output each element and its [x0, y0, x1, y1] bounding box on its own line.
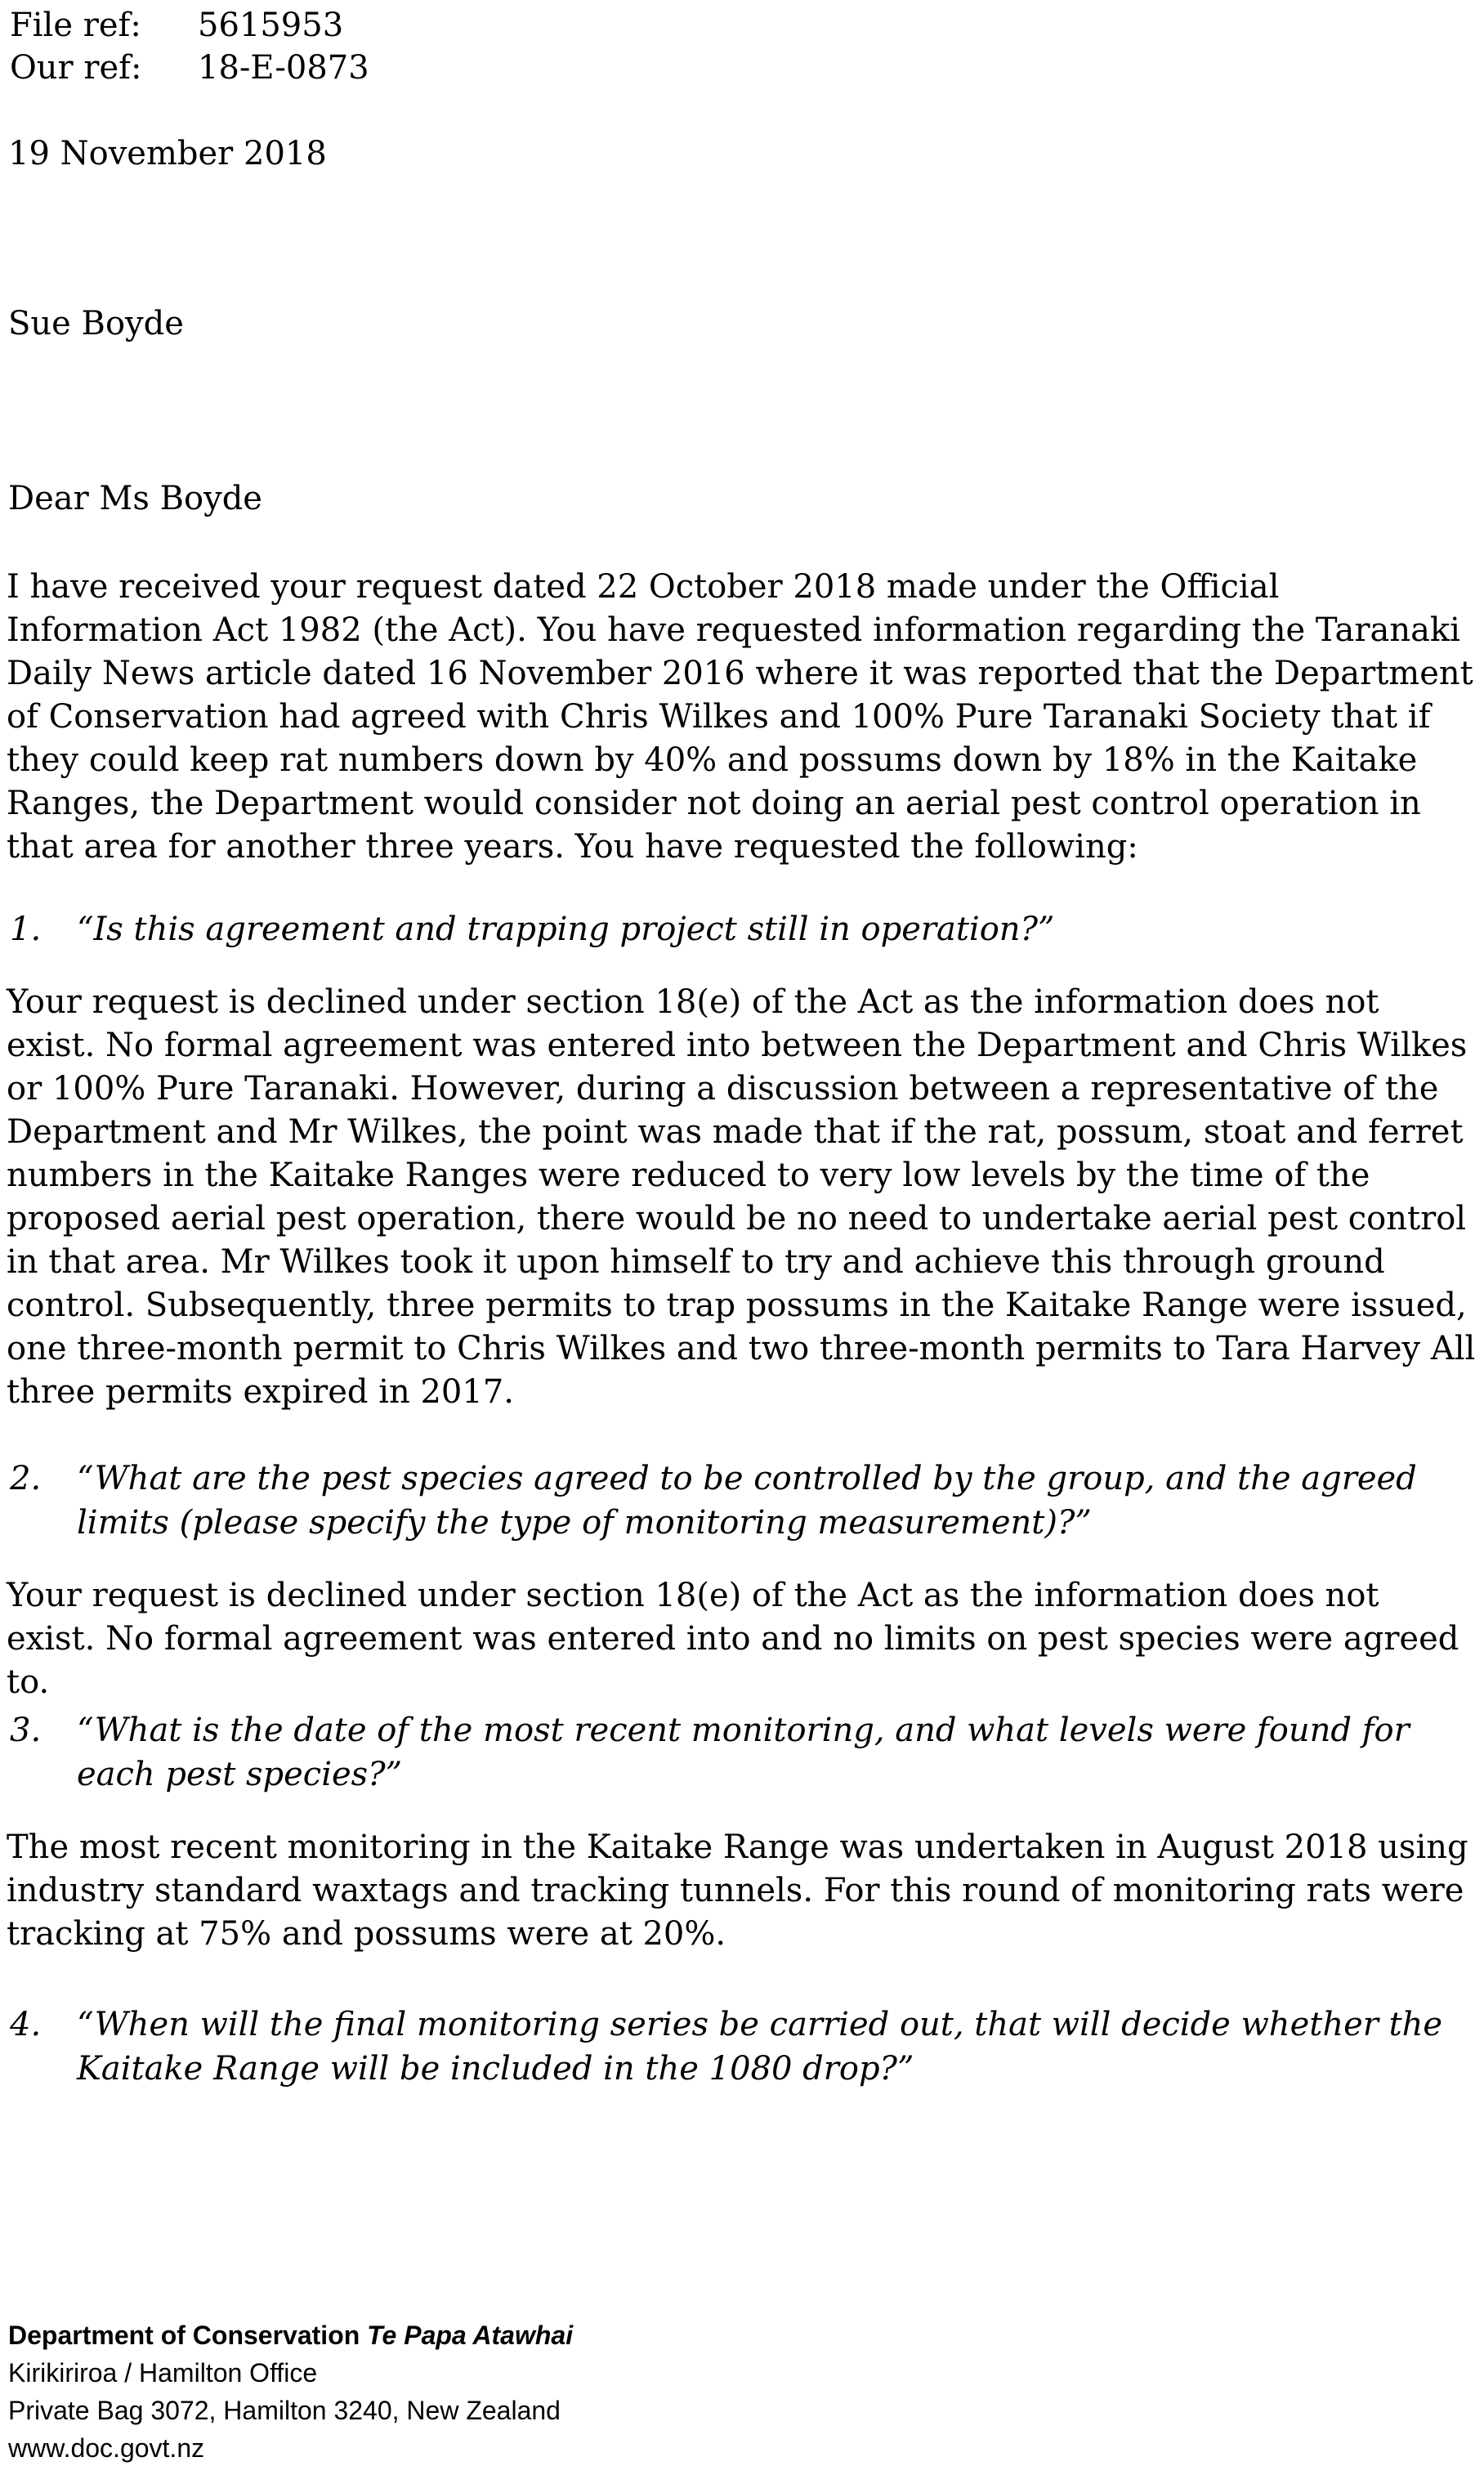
answer-3: The most recent monitoring in the Kaitake Range was undertaken in August 2018 using industry standard waxtags and tracking tunnels. For this round of monitoring rats were tracking at 75% and possums were at 20%.	[7, 1828, 1468, 1953]
question-1-number: 1.	[10, 911, 42, 948]
question-1	[10, 907, 1482, 951]
letter-date: 19 November 2018	[8, 135, 327, 172]
file-ref-value: 5615953	[198, 7, 344, 44]
question-4	[10, 2003, 1482, 2091]
footer-website: www.doc.govt.nz	[8, 2433, 205, 2463]
recipient-name: Sue Boyde	[8, 305, 184, 342]
footer-org-maori: Te Papa Atawhai	[367, 2321, 574, 2350]
intro-paragraph: I have received your request dated 22 October 2018 made under the Official Information Act 1982 (the Act). You have requested information regarding the Taranaki Daily News article dated 16 November 2016 where it was reported that the Department of Conservation had agreed with Chris Wilkes and 100% Pure Taranaki Society that if they could keep rat numbers down by 40% and possums down by 18% in the Kaitake Ranges, the Department would consider not doing an aerial pest control operation in that area for another three years. You have requested the following:	[7, 568, 1473, 866]
our-ref-row	[10, 47, 369, 88]
footer-office: Kirikiriroa / Hamilton Office	[8, 2358, 318, 2388]
footer-org-line	[8, 2316, 573, 2354]
question-2-number: 2.	[10, 1460, 42, 1497]
our-ref-value: 18-E-0873	[198, 49, 369, 87]
file-ref-row	[10, 5, 343, 46]
question-3	[10, 1708, 1482, 1797]
footer-address: Private Bag 3072, Hamilton 3240, New Zealand	[8, 2396, 561, 2425]
answer-2: Your request is declined under section 18(e) of the Act as the information does not exist. No formal agreement was entered into and no limits on pest species were agreed to.	[7, 1577, 1459, 1701]
footer-org: Department of Conservation	[8, 2321, 360, 2350]
question-4-number: 4.	[10, 2006, 42, 2043]
file-ref-label: File ref:	[10, 7, 141, 44]
question-2-text: “What are the pest species agreed to be controlled by the group, and the agreed limits (please specify the type of monitoring measurement)?”	[77, 1460, 1417, 1542]
question-3-text: “What is the date of the most recent monitoring, and what levels were found for each pest species?”	[77, 1712, 1410, 1793]
our-ref-label: Our ref:	[10, 49, 142, 87]
question-1-text: “Is this agreement and trapping project still in operation?”	[77, 911, 1055, 948]
question-2	[10, 1457, 1482, 1545]
salutation: Dear Ms Boyde	[8, 480, 262, 517]
question-4-text: “When will the final monitoring series be carried out, that will decide whether the Kaitake Range will be included in the 1080 drop?”	[77, 2006, 1443, 2088]
answer-1: Your request is declined under section 18(e) of the Act as the information does not exist. No formal agreement was entered into between the Department and Chris Wilkes or 100% Pure Taranaki. However, during a discussion between a representative of the Department and Mr Wilkes, the point was made that if the rat, possum, stoat and ferret numbers in the Kaitake Ranges were reduced to very low levels by the time of the proposed aerial pest operation, there would be no need to undertake aerial pest control in that area. Mr Wilkes took it upon himself to try and achieve this through ground control. Subsequently, three permits to trap possums in the Kaitake Range were issued, one three-month permit to Chris Wilkes and two three-month permits to Tara Harvey All three permits expired in 2017.	[7, 983, 1476, 1411]
question-3-number: 3.	[10, 1712, 42, 1749]
